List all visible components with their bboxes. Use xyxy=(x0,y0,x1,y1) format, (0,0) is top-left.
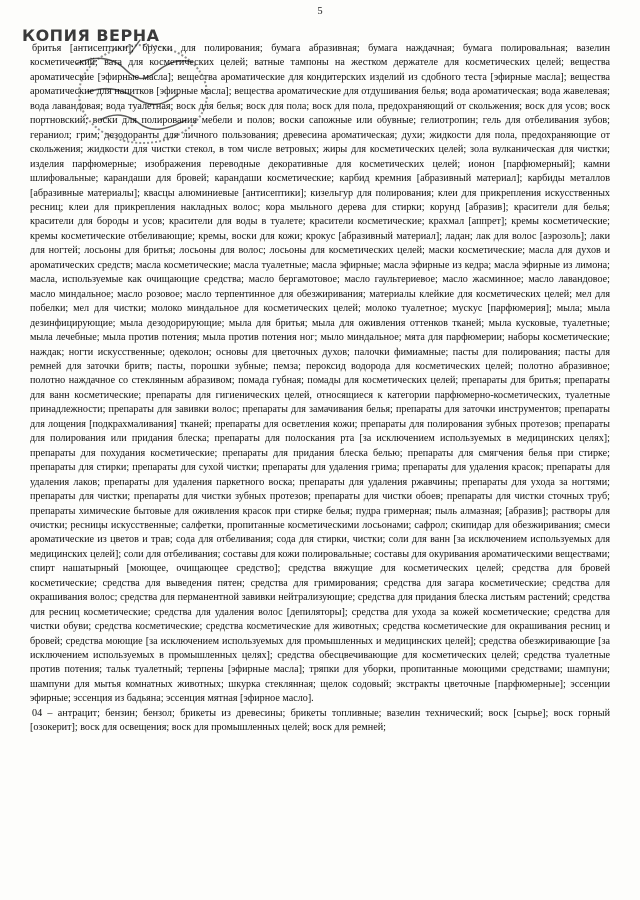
copy-certified-stamp-title: КОПИЯ ВЕРНА xyxy=(22,26,160,45)
paragraph-class-03-continued: бритья [антисептики]; бруски для полирования; бумага абразивная; бумага наждачная; бумага полировальная; вазелин косметический; вата для косметических целей; ватные тампоны на жестком держателе для косметических целей; вещества ароматические [эфирные масла]; вещества ароматические для кондитерских изделий из сдобного теста [эфирные масла]; вещества ароматические для напитков [эфирные масла]; вещества ароматические для отдушивания белья; вода ароматическая; вода жавелевая; вода лавандовая; вода туалетная; воск для белья; воск для пола; воск для пола, предохраняющий от скольжения; воск для усов; воск портновский; воски для полирования мебели и полов; воски сапожные или обувные; гелиотропин; гель для отбеливания зубов; гераниол; грим; дезодоранты для личного пользования; древесина ароматическая; духи; жидкости для пола, предохраняющие от скольжения; жидкости для чистки стекол, в том числе ветровых; жиры для косметических целей; зола вулканическая для чистки; изделия парфюмерные; изображения переводные декоративные для косметических целей; ионон [парфюмерный]; камни шлифовальные; карандаши для бровей; карандаши косметические; карбид кремния [абразивный материал]; карбиды металлов [абразивные материалы]; квасцы алюминиевые [антисептики]; кизельгур для полирования; клеи для прикрепления искусственных ресниц; клеи для прикрепления накладных волос; кора мыльного дерева для стирки; корунд [абразив]; красители для белья; красители для бороды и усов; красители для воды в туалете; красители косметические; крахмал [аппрет]; кремы косметические; кремы косметические отбеливающие; кремы, воски для кожи; крокус [абразивный материал]; ладан; лак для волос [аэрозоль]; лаки для ногтей; лосьоны для бритья; лосьоны для волос; лосьоны для косметических целей; маски косметические; масла для духов и ароматических средств; масла косметические; масла туалетные; масла эфирные; масла эфирные из кедра; масла эфирные из лимона; масла, используемые как очищающие средства; масло бергамотовое; масло гаультериевое; масло жасминное; масло лавандовое; масло миндальное; масло розовое; масло терпентинное для обезжиривания; материалы клейкие для косметических целей; мел для побелки; мел для чистки; молоко миндальное для косметических целей; молоко туалетное; мускус [парфюмерия]; мыла; мыла дезинфицирующие; мыла дезодорирующие; мыла для бритья; мыла для оживления оттенков тканей; мыла кусковые, туалетные; мыла лечебные; мыла против потения; мыла против потения ног; мыло миндальное; мята для парфюмерии; наборы косметические; наждак; ногти искусственные; одеколон; основы для цветочных духов; палочки фимиамные; пасты для полирования; пасты для ремней для заточки бритв; пасты, порошки зубные; пемза; пероксид водорода для косметических целей; полотно абразивное; полотно наждачное со стеклянным абразивом; помада губная; помады для косметических целей; препараты для бритья; препараты для ванн косметические; препараты для гигиенических целей, относящиеся к категории парфюмерно-косметических, туалетные принадлежности; препараты для завивки волос; препараты для замачивания белья; препараты для заточки инструментов; препараты для лощения [подкрахмаливания] тканей; препараты для осветления кожи; препараты для полирования зубных протезов; препараты для полирования или придания блеска; препараты для полоскания рта [за исключением используемых в медицинских целях]; препараты для похудания косметические; препараты для придания блеска белью; препараты для смягчения белья при стирке; препараты для стирки; препараты для сухой чистки; препараты для удаления грима; препараты для удаления красок; препараты для удаления лаков; препараты для удаления паркетного воска; препараты для удаления ржавчины; препараты для ухода за ногтями; препараты для чистки; препараты для чистки зубных протезов; препараты для чистки обоев; препараты для чистки сточных труб; препараты химические бытовые для оживления красок при стирке белья; пудра гримерная; пыль алмазная; [абразив]; растворы для очистки; ресницы искусственные; салфетки, пропитанные косметическими лосьонами; сафрол; скипидар для обезжиривания; смеси ароматические из цветов и трав; сода для отбеливания; сода для стирки, чистки; соли для ванн [за исключением используемых для медицинских целей]; соли для отбеливания; составы для кожи полировальные; составы для окуривания ароматическими веществами; спирт нашатырный [моющее, очищающее средство]; средства вяжущие для косметических целей; средства для бровей косметические; средства для выведения пятен; средства для гримирования; средства для загара косметические; средства для окрашивания волос; средства для перманентной завивки нейтрализующие; средства для придания блеска листьям растений; средства для ресниц косметические; средства для удаления волос [депиляторы]; средства для ухода за кожей косметические; средства для чистки обуви; средства косметические; средства косметические для животных; средства косметические для окрашивания ресниц и бровей; средства моющие [за исключением используемых для промышленных и медицинских целей]; средства обезжиривающие [за исключением используемых в промышленных целях]; средства обесцвечивающие для косметических целей; средства туалетные против потения; тальк туалетный; терпены [эфирные масла]; тряпки для уборки, пропитанные моющими средствами; шампуни; шампуни для мытья комнатных животных; шкурка стеклянная; щелок содовый; экстракты цветочные [парфюмерные]; эссенции эфирные; эссенция из бадьяна; эссенция мятная [эфирное масло]. xyxy=(30,43,610,705)
page-number: 5 xyxy=(317,6,323,17)
document-body xyxy=(30,42,610,736)
paragraph-class-04-start: 04 – антрацит; бензин; бензол; брикеты из древесины; брикеты топливные; вазелин технический; воск [сырье]; воск горный [озокерит]; воск для освещения; воск для промышленных целей; воск для ремней; xyxy=(30,707,610,734)
